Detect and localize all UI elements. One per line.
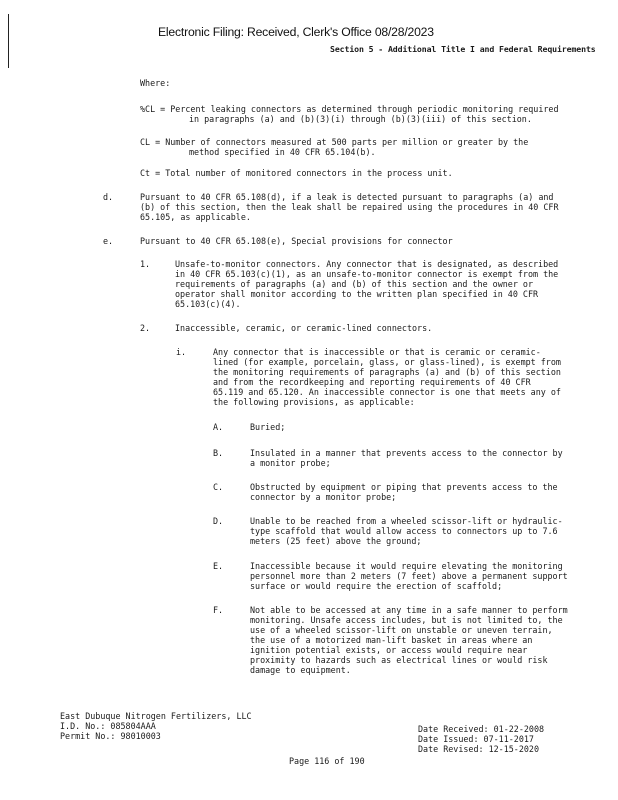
item-i-line4: and from the recordkeeping and reporting requirements of 40 CFR: [213, 377, 531, 387]
item-i-line1: Any connector that is inaccessible or that is ceramic or ceramic-: [213, 347, 541, 357]
subitem-f-line5: ignition potential exists, or access would require near: [250, 645, 528, 655]
subitem-c-line1: Obstructed by equipment or piping that prevents access to the: [250, 482, 558, 492]
footer-company: East Dubuque Nitrogen Fertilizers, LLC: [60, 711, 252, 721]
item-d-line3: 65.105, as applicable.: [140, 212, 251, 222]
page-number: Page 116 of 190: [289, 756, 365, 766]
subitem-f-line6: proximity to hazards such as electrical lines or would risk: [250, 655, 548, 665]
pcl-definition-line2: in paragraphs (a) and (b)(3)(i) through (b)(3)(iii) of this section.: [189, 114, 532, 124]
item-e1-line3: requirements of paragraphs (a) and (b) of this section and the owner or: [175, 279, 533, 289]
item-i-line3: the monitoring requirements of paragraphs (a) and (b) of this section: [213, 367, 561, 377]
item-e-line1: Pursuant to 40 CFR 65.108(e), Special provisions for connector: [140, 236, 453, 246]
subitem-f-line1: Not able to be accessed at any time in a safe manner to perform: [250, 605, 568, 615]
subitem-e-line3: surface or would require the erection of scaffold;: [250, 581, 503, 591]
where-label: Where:: [140, 78, 171, 88]
subitem-b-label: B.: [213, 448, 224, 458]
subitem-e-line1: Inaccessible because it would require elevating the monitoring: [250, 561, 563, 571]
item-e1-line1: Unsafe-to-monitor connectors. Any connector that is designated, as described: [175, 259, 559, 269]
item-i-line2: lined (for example, porcelain, glass, or glass-lined), is exempt from: [213, 357, 561, 367]
subitem-a-label: A.: [213, 422, 224, 432]
subitem-d-line1: Unable to be reached from a wheeled scissor-lift or hydraulic-: [250, 516, 563, 526]
item-d-line1: Pursuant to 40 CFR 65.108(d), if a leak is detected pursuant to paragraphs (a) and: [140, 192, 554, 202]
ct-definition-line1: Ct = Total number of monitored connectors in the process unit.: [140, 168, 453, 178]
item-i-label: i.: [176, 347, 187, 357]
subitem-f-label: F.: [213, 605, 224, 615]
item-d-line2: (b) of this section, then the leak shall be repaired using the procedures in 40 CFR: [140, 202, 559, 212]
item-e1-line4: operator shall monitor according to the written plan specified in 40 CFR: [175, 289, 539, 299]
subitem-e-line2: personnel more than 2 meters (7 feet) above a permanent support: [250, 571, 568, 581]
section-header: Section 5 - Additional Title I and Federal Requirements: [330, 44, 596, 54]
item-e1-label: 1.: [140, 259, 151, 269]
subitem-e-label: E.: [213, 561, 224, 571]
subitem-b-line2: a monitor probe;: [250, 458, 331, 468]
item-e2-label: 2.: [140, 323, 151, 333]
margin-line: [8, 14, 9, 68]
subitem-f-line7: damage to equipment.: [250, 665, 351, 675]
footer-id-number: I.D. No.: 085804AAA: [60, 721, 156, 731]
subitem-d-line3: meters (25 feet) above the ground;: [250, 536, 422, 546]
subitem-b-line1: Insulated in a manner that prevents access to the connector by: [250, 448, 563, 458]
subitem-d-line2: type scaffold that would allow access to connectors up to 7.6: [250, 526, 558, 536]
item-i-line5: 65.119 and 65.120. An inaccessible connector is one that meets any of: [213, 387, 561, 397]
cl-definition-line1: CL = Number of connectors measured at 500 parts per million or greater by the: [140, 137, 529, 147]
subitem-c-label: C.: [213, 482, 224, 492]
subitem-f-line3: use of a wheeled scissor-lift on unstable or uneven terrain,: [250, 625, 553, 635]
subitem-f-line2: monitoring. Unsafe access includes, but is not limited to, the: [250, 615, 563, 625]
footer-date-received: Date Received: 01-22-2008: [418, 724, 545, 734]
item-i-line6: the following provisions, as applicable:: [213, 397, 415, 407]
item-e1-line5: 65.103(c)(4).: [175, 299, 241, 309]
item-d-label: d.: [103, 192, 114, 202]
item-e1-line2: in 40 CFR 65.103(c)(1), as an unsafe-to-monitor connector is exempt from the: [175, 269, 559, 279]
subitem-d-label: D.: [213, 516, 224, 526]
item-e-label: e.: [103, 236, 114, 246]
electronic-filing-stamp: Electronic Filing: Received, Clerk's Office 08/28/2023: [158, 25, 434, 39]
subitem-c-line2: connector by a monitor probe;: [250, 492, 397, 502]
subitem-f-line4: the use of a motorized man-lift basket in areas where an: [250, 635, 533, 645]
pcl-definition-line1: %CL = Percent leaking connectors as determined through periodic monitoring required: [140, 104, 559, 114]
footer-date-issued: Date Issued: 07-11-2017: [418, 734, 534, 744]
subitem-a-line1: Buried;: [250, 422, 286, 432]
item-e2-line1: Inaccessible, ceramic, or ceramic-lined connectors.: [175, 323, 433, 333]
footer-permit-number: Permit No.: 98010003: [60, 731, 161, 741]
cl-definition-line2: method specified in 40 CFR 65.104(b).: [189, 147, 376, 157]
footer-date-revised: Date Revised: 12-15-2020: [418, 744, 540, 754]
